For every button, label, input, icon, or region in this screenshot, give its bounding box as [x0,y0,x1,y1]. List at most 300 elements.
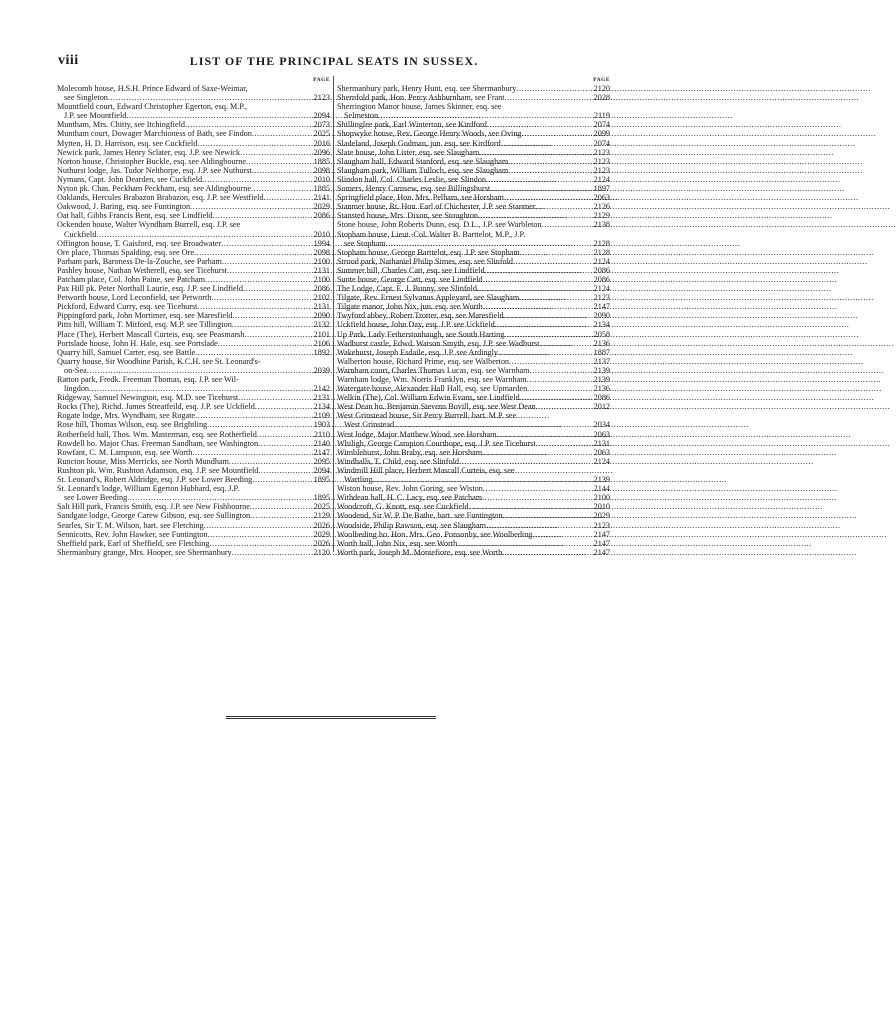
list-item [337,439,610,448]
list-item-continuation [57,493,330,502]
dot-leader [108,93,312,102]
dot-leader [194,248,312,257]
seat-entry-text: Wiston house, Rev. John Goring, see Wiston [337,484,483,494]
seat-entry-text: Nymans, Capt. John Dearden, see Cuckfield [57,174,203,184]
list-item [337,230,610,239]
list-item [337,220,610,229]
page-reference: 2086 [313,211,330,221]
dot-leader [246,157,312,166]
dot-leader [504,193,592,202]
page-reference: 2128 [593,247,610,257]
seat-entry-text: Sheffield park, Earl of Sheffield, see Fletching [57,538,210,548]
page-reference: 2039 [313,365,330,375]
left-column [57,77,330,557]
seat-entry-text: The Lodge, Capt. E. J. Bunny, see Slinfold [337,284,478,294]
dot-leader [486,521,592,530]
dot-leader [459,457,592,466]
seat-entry-text: Offington house, T. Gaisford, esq. see Broadwater [57,238,222,248]
dot-leader [232,548,312,557]
seat-entry-text: Windhalls, T. Child, esq. see Slinfold [337,456,459,466]
seat-entry-text: Worth park, Joseph M. Montefiore, esq. see Worth [337,547,503,557]
seat-entry-text: Oaklands, Hercules Brabazon Brabazon, esq. J.P. see Westfield [57,193,264,203]
list-item-continuation [57,111,330,120]
seat-entry-text: Sandgate lodge, George Carew Gibson, esq. see Sullington [57,511,251,521]
list-item [337,211,610,220]
dot-leader [185,120,312,129]
seat-entry-text: West lodge, Major Matthew Wood, see Horsham [337,429,497,439]
list-item [337,375,610,384]
seat-entry-text: Runcton house, Miss Merricks, see North Mundham [57,456,229,466]
seat-entry-text: Rocks (The), Richd. James Streatfeild, esq. J.P. see Uckfield [57,402,255,412]
seat-list [337,84,610,557]
dot-leader [240,148,311,157]
dot-leader [89,384,312,393]
list-item [57,475,330,484]
dot-leader [503,511,592,520]
seat-entry-text: Warnham court, Charles Thomas Lucas, esq. see Warnham [337,365,530,375]
page-reference: 2109 [313,411,330,421]
seat-entry-text: Tilgate manor, John Nix, jun. esq. see Worth [337,302,483,312]
list-item [57,439,330,448]
seat-entry-text: Quarry house, Sir Woodbine Parish, K.C.H. see St. Leonard's- [57,356,261,366]
dot-leader [457,539,591,548]
dot-leader [250,511,311,520]
list-item [57,166,330,175]
list-item-continuation [57,230,330,239]
dot-leader [508,157,591,166]
seat-entry-text: Sunte house, George Catt, esq. see Lindfield [337,274,483,284]
page-reference: 2063 [593,193,610,203]
dot-leader [477,284,592,293]
seat-entry-text: Muntham court, Dowager Marchioness of Bath, see Findon [57,129,252,139]
seat-entry-text: Mountfield court, Edward Christopher Egerton, esq. M.P., [57,102,248,112]
page-reference: 2034 [593,420,610,430]
page-reference: 2126 [593,202,610,212]
seat-entry-text: Twyford abbey, Robert Trotter, esq. see Maresfield [337,311,504,321]
list-item [57,320,330,329]
dot-leader [495,320,592,329]
seat-entry-text: Withdean hall, H. C. Lacy, esq. see Patcham [337,493,483,503]
dot-leader [244,330,311,339]
seat-entry-text: Portslade house, John H. Hale, esq. see Portslade [57,338,218,348]
seat-entry-text: Welkin (The), Col. William Edwin Evans, see Lindfield [337,393,520,403]
page-reference: 2123 [593,156,610,166]
page-reference: 2134 [313,402,330,412]
page-reference: 2101 [313,329,330,339]
dot-leader [229,457,312,466]
page-reference: 2090 [313,311,330,321]
seat-entry-text: Pitts hill, William T. Mitford, esq. M.P. see Tillington [57,320,232,330]
closing-rule [226,718,436,719]
list-item [337,366,610,375]
dot-leader [509,357,592,366]
list-item [337,511,610,520]
seat-entry-text: see Singleton [64,93,108,103]
list-item [337,311,610,320]
list-item [57,420,330,429]
seat-entry-text: Pax Hill pk. Peter Northall Laurie, esq. J.P. see Lindfield [57,284,244,294]
seat-entry-text: Ockenden house, Walter Wyndham Burrell, esq. J.P. see [57,220,241,230]
list-item [57,502,330,511]
list-item [57,466,330,475]
seat-entry-text: Rotherfield hall, Thos. Wm. Masterman, esq. see Rotherfield [57,429,257,439]
seat-entry-text: Stopham house, George Barttelot, esq. J.P. see Stopham [337,247,520,257]
dot-leader [536,439,592,448]
page-reference: 2147 [593,538,610,548]
seat-entry-text: Slaugham hall, Edward Stanford, esq. see Slaugham [337,156,509,166]
seat-entry-text: Rose hill, Thomas Wilson, esq. see Brightling [57,420,208,430]
page-reference: 2147 [313,447,330,457]
list-item [57,120,330,129]
seat-entry-text: Oat hall, Gibbs Francis Bent, esq. see Lindfield [57,211,213,221]
seat-entry-text: Stanmer house, Rt. Hon. Earl of Chichester, J.P. see Stanmer [337,202,536,212]
seat-entry-text: West Grinstead house, Sir Percy Burrell, bart. M.P. see [337,411,517,421]
list-item [57,239,330,248]
list-item [57,484,330,493]
list-item [337,357,610,366]
page-reference: 2026 [313,538,330,548]
list-item [57,411,330,420]
list-item [337,293,610,302]
seat-entry-text: Watergate house, Alexander Hall Hall, esq. see Upmarden [337,384,528,394]
page-reference: 1885 [313,184,330,194]
dot-leader [87,366,312,375]
list-item [337,102,610,111]
page-reference: 2025 [313,129,330,139]
dot-leader [483,302,592,311]
list-item [337,302,610,311]
dot-leader [192,448,311,457]
seat-entry-text: Stansted house, Mrs. Dixon, see Stoughton [337,211,479,221]
page-reference: 2106 [313,338,330,348]
list-item-continuation [337,239,610,248]
seat-entry-text: Petworth house, Lord Leconfield, see Petworth [57,293,212,303]
page-reference: 2016 [313,138,330,148]
dot-leader [195,348,311,357]
list-item [337,484,610,493]
list-item [337,339,610,348]
list-item-continuation [337,111,610,120]
list-item [337,402,610,411]
page-reference: 2124 [593,284,610,294]
dot-leader [127,493,311,502]
page-reference: 2124 [593,456,610,466]
page-reference: 2074 [593,138,610,148]
dot-leader [126,111,311,120]
seat-entry-text: Pickford, Edward Curry, esq. see Ticehurst [57,302,198,312]
list-item [57,457,330,466]
page-reference: 2136 [593,384,610,394]
dot-leader [486,175,592,184]
list-item-continuation [57,384,330,393]
page-reference: 2147 [593,529,610,539]
list-item [57,284,330,293]
dot-leader [504,330,591,339]
page-reference: 2086 [313,284,330,294]
page-reference: 2132 [313,320,330,330]
seat-entry-text: Wadhurst castle, Edwd. Watson Smyth, esq. J.P. see Wadhurst [337,338,540,348]
seat-entry-text: West Dean ho. Benjamin Stevens Bovill, esq. see West Dean [337,402,536,412]
page-reference: 2028 [593,93,610,103]
dot-leader [498,348,592,357]
list-item [57,102,330,111]
page-reference: 2123 [593,520,610,530]
seat-entry-text: Tilgate, Rev. Ernest Sylvanus Appleyard, see Slaugham [337,293,520,303]
page-reference: 2099 [593,129,610,139]
dot-leader [221,239,311,248]
seat-entry-text: St. Leonard's lodge, William Egerton Hubbard, esq. J.P. [57,484,240,494]
seat-entry-text: Salt Hill park, Francis Smith, esq. J.P. see New Fishbourne [57,502,250,512]
seat-entry-text: see Lower Beeding [64,493,128,503]
seat-entry-text: Woodside, Philip Rawson, esq. see Slaugham [337,520,486,530]
list-item [337,493,610,502]
dot-leader [483,275,592,284]
dot-leader [258,439,312,448]
seat-list [57,84,330,557]
seat-entry-text: Woolbeding ho. Hon. Mrs. Geo. Ponsonby, see Woolbeding [337,529,533,539]
list-item [57,339,330,348]
page-reference: 2026 [313,520,330,530]
page-reference: 2086 [593,274,610,284]
seat-entry-text: Patcham place, Col. John Paine, see Patcham [57,274,206,284]
page-reference: 2136 [593,338,610,348]
list-item [57,539,330,548]
dot-leader [207,420,311,429]
dot-leader [96,230,311,239]
page-reference: 2131 [313,393,330,403]
list-item [337,502,610,511]
dot-leader [479,148,591,157]
page-reference: 2142 [313,384,330,394]
dot-leader [508,166,591,175]
page-reference: 2129 [313,511,330,521]
list-item [337,411,610,420]
seat-entry-text: Nyton pk. Chas. Peckham Peckham, esq. see Aldingbourne [57,184,251,194]
seat-entry-text: Whiligh, George Campion Courthope, esq. J.P. see Ticehurst [337,438,536,448]
dot-leader [527,384,591,393]
dot-leader [252,475,311,484]
seat-entry-text: Selmeston [344,111,379,121]
page-reference: 2128 [593,238,610,248]
seat-entry-text: Sherrington Manor house, James Skinner, esq. see [337,102,502,112]
list-item [337,548,610,557]
seat-entry-text: Sladeland, Joseph Godman, jun. esq. see Kirdford [337,138,501,148]
dot-leader [532,530,591,539]
seat-entry-text: Walberton house, Richard Prime, esq. see Walberton [337,356,510,366]
page-reference: 2131 [313,265,330,275]
list-item [57,402,330,411]
seat-entry-text: Slaugham park, William Tulloch, esq. see Slaugham [337,165,509,175]
page-reference: 2102 [313,293,330,303]
page-reference: 2074 [593,120,610,130]
list-item [337,202,610,211]
seat-entry-text: Rogate lodge, Mrs. Wyndham, see Rogate [57,411,196,421]
list-item [57,275,330,284]
list-item [57,202,330,211]
right-column [337,77,610,557]
seat-entry-text: on-Sea [64,365,87,375]
seat-entry-text: Wartling [344,475,373,485]
dot-leader [197,139,311,148]
seat-entry-text: Somers, Henry Carnsew, esq. see Billingshurst [337,184,491,194]
page-reference: 2131 [593,438,610,448]
list-item [337,320,610,329]
seat-entry-text: Shopwyke house, Rev. George Henry Woods, see Oving [337,129,522,139]
page-reference: 2124 [593,256,610,266]
list-item-continuation [57,93,330,102]
list-item [337,393,610,402]
dot-leader [197,302,311,311]
list-item [57,175,330,184]
dot-leader [213,211,312,220]
seat-entry-text: Wimblehurst, John Braby, esq. see Horsham [337,447,483,457]
list-item [57,357,330,366]
page-column-label: PAGE [313,77,330,83]
dot-leader [243,284,312,293]
list-item [337,275,610,284]
page-reference: 2012 [593,402,610,412]
list-item [337,175,610,184]
dot-leader [520,393,592,402]
list-item [337,193,610,202]
list-item [57,393,330,402]
page-reference: 2098 [313,165,330,175]
seat-entry-text: Nuthurst lodge, Jas. Tudor Nelthorpe, esq. J.P. see Nuthurst [57,165,252,175]
seat-entry-text: Cuckfield [64,229,97,239]
list-item [57,211,330,220]
page-reference: 2123 [593,293,610,303]
list-item [57,184,330,193]
page-reference: 2139 [593,365,610,375]
seat-entry-text: Strood park, Nathaniel Philip Simes, esq. see Slinfold [337,256,514,266]
dot-leader [218,339,312,348]
list-item [337,184,610,193]
dot-leader [211,293,311,302]
list-item [337,430,610,439]
page-reference: 2010 [313,174,330,184]
dot-leader [238,393,311,402]
seat-entry-text: Stopham house, Lieut.-Col. Walter B. Barttelot, M.P., J.P. [337,229,526,239]
dot-leader [205,275,312,284]
list-item [337,248,610,257]
dot-leader [482,448,592,457]
page-reference: 1885 [313,156,330,166]
page-column-label: PAGE [593,77,610,83]
list-item [57,511,330,520]
seat-entry-text: Springfield place, Hon. Mrs. Pelham, see Horsham [337,193,504,203]
list-item [337,157,610,166]
page-reference: 2025 [313,502,330,512]
page-reference: 2095 [313,456,330,466]
list-item [57,157,330,166]
seat-entry-text: Rowdell ho. Major Chas. Freeman Sandham, see Washington [57,438,259,448]
page-reference: 1895 [313,475,330,485]
page-reference: 2120 [313,547,330,557]
dot-leader [504,311,592,320]
page-reference: 2147 [593,547,610,557]
page-reference: 2141 [313,193,330,203]
list-item [337,257,610,266]
dot-leader [478,211,592,220]
seat-entry-text: Summer hill, Charles Catt, esq. see Lindfield [337,265,485,275]
seat-entry-text: Newick park, James Henry Sclater, esq. J.P. see Newick [57,147,241,157]
dot-leader [190,202,312,211]
dot-leader [522,129,592,138]
list-item [57,548,330,557]
list-item [57,139,330,148]
page-reference: 2124 [593,174,610,184]
page-reference: 2144 [593,484,610,494]
list-item-continuation [337,420,610,429]
seat-entry-text: Rushton pk. Wm. Rushton Adamson, esq. J.P. see Mountfield [57,465,259,475]
seat-entry-text: Worth hall, John Nix, esq. see Worth [337,538,458,548]
seat-entry-text: J.P. see Mountfield [64,111,127,121]
dot-leader [516,84,591,93]
dot-leader [252,166,312,175]
dot-leader [257,430,312,439]
list-item [57,330,330,339]
seat-entry-text: Ore place, Thomas Spalding, esq. see Ore [57,247,194,257]
seat-entry-text: Searles, Sir T. M. Wilson, bart. see Fletching [57,520,204,530]
list-item [57,375,330,384]
dot-leader [394,420,592,429]
seat-entry-text: Rowfant, C. M. Lampson, esq. see Worth [57,447,193,457]
seat-entry-text: Mytten, H. D. Harrison, esq. see Cuckfield [57,138,198,148]
list-item [337,384,610,393]
page-reference: 2134 [593,320,610,330]
seat-entry-text: Molecomb house, H.S.H. Prince Edward of Saxe-Weimar, [57,84,248,93]
dot-leader [372,475,591,484]
seat-entry-text: Muntham, Mrs. Chitty, see Itchingfield [57,120,185,130]
seat-entry-text: Quarry hill, Samuel Carter, esq. see Battle [57,347,196,357]
list-item [337,120,610,129]
dot-leader [195,411,312,420]
dot-leader [513,257,592,266]
dot-leader [520,248,592,257]
dot-leader [536,202,592,211]
list-item [337,139,610,148]
dot-leader [232,311,311,320]
seat-entry-text: Wakehurst, Joseph Esdaile, esq. J.P. see Ardingly [337,347,499,357]
page-reference: 2029 [313,202,330,212]
dot-leader [208,530,312,539]
page-reference: 2110 [313,429,330,439]
list-item [337,148,610,157]
page-reference: 2123 [313,93,330,103]
list-item [337,166,610,175]
page-reference: 2094 [313,465,330,475]
page-reference: 1897 [593,184,610,194]
dot-leader [487,120,592,129]
list-item [57,302,330,311]
page-reference: 2086 [593,265,610,275]
page-title: LIST OF THE PRINCIPAL SEATS IN SUSSEX. [189,54,479,68]
page-reference: 2058 [593,329,610,339]
dot-leader [497,430,592,439]
list-item [57,148,330,157]
list-item [57,448,330,457]
closing-rule [226,716,436,717]
list-item [337,539,610,548]
page-reference: 2138 [593,220,610,230]
list-item [337,129,610,138]
list-item [337,84,610,93]
page-reference: 2129 [593,211,610,221]
seat-entry-text: Place (The), Herbert Mascall Curteis, esq. see Peasmarsh [57,329,245,339]
seat-entry-text: see Stopham [344,238,386,248]
page-reference: 2100 [313,256,330,266]
list-item [57,530,330,539]
